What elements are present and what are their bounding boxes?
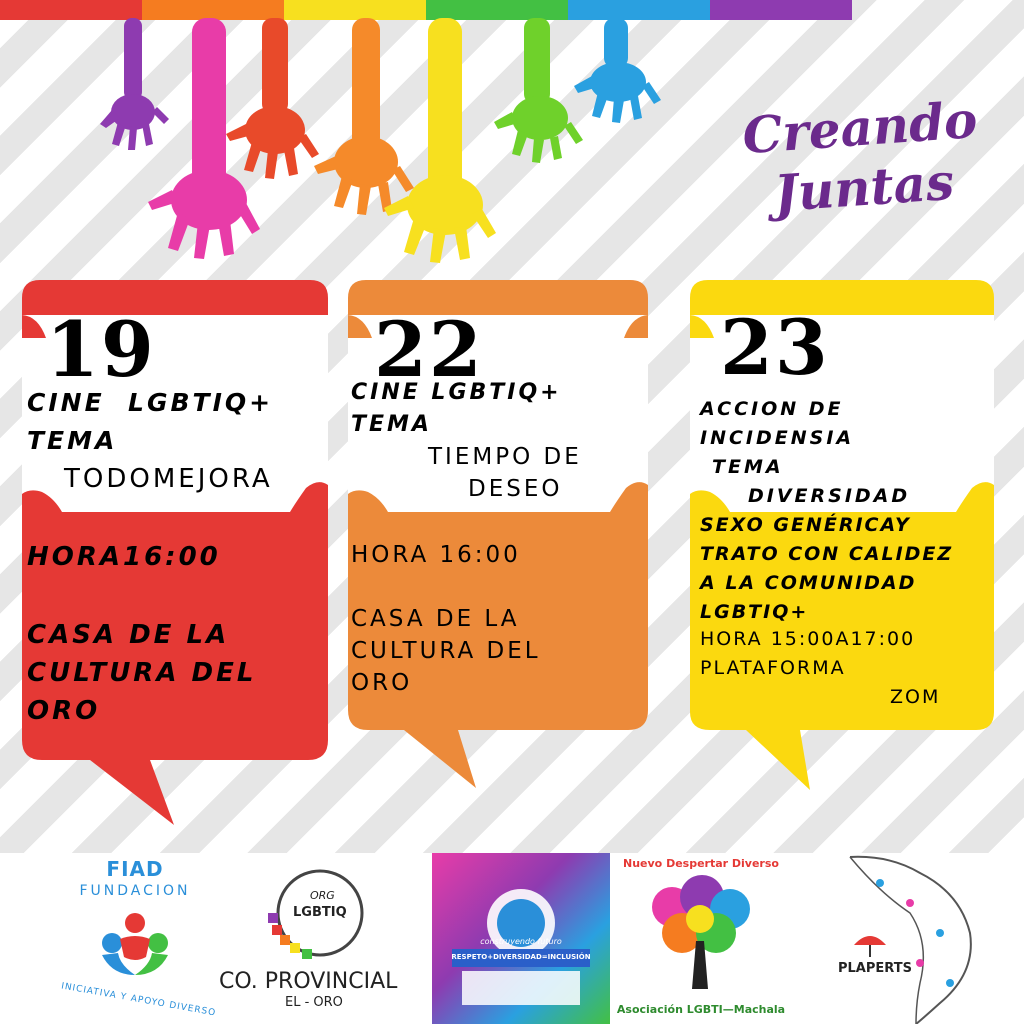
fiad-name: FIAD bbox=[106, 857, 164, 881]
day-number: 22 bbox=[374, 305, 484, 394]
event-place-line: CASA DE LA bbox=[351, 606, 520, 632]
event-header-line: DIVERSIDAD bbox=[748, 485, 911, 507]
plaperts-map-icon bbox=[820, 853, 1000, 1024]
event-place-line: ORO bbox=[351, 670, 413, 696]
hanging-hands-illustration bbox=[0, 0, 700, 270]
rainbow-stripe bbox=[710, 0, 852, 20]
event-card-23 bbox=[690, 280, 994, 792]
event-header-line: TEMA bbox=[712, 456, 784, 478]
hand-icon bbox=[314, 18, 414, 215]
event-place-line: CASA DE LA bbox=[27, 620, 230, 650]
event-theme-line: DESEO bbox=[468, 476, 563, 502]
event-body-line: SEXO GENÉRICAY bbox=[700, 514, 911, 536]
logo-nuevo-despertar bbox=[612, 853, 790, 1024]
event-card-22 bbox=[348, 280, 648, 790]
respeto-tag: construyendo futuro bbox=[480, 937, 562, 946]
nuevo-title: Nuevo Despertar Diverso bbox=[623, 857, 779, 870]
event-hour: HORA16:00 bbox=[27, 542, 221, 572]
hand-icon bbox=[148, 18, 260, 259]
nuevo-sub: Asociación LGBTI—Machala bbox=[616, 1003, 786, 1016]
event-place-line: CULTURA DEL bbox=[27, 658, 257, 688]
day-number: 19 bbox=[46, 305, 156, 394]
logo-fiad bbox=[40, 853, 230, 1024]
logo-org-lgbtiq bbox=[215, 853, 425, 1024]
event-header-line: CINE LGBTIQ+ bbox=[351, 380, 562, 405]
event-header-line: TEMA bbox=[27, 426, 118, 455]
hand-icon bbox=[100, 18, 169, 150]
event-platform: PLATAFORMA bbox=[700, 657, 846, 679]
logo-plaperts bbox=[820, 853, 1000, 1024]
brand-line: Juntas bbox=[772, 151, 956, 224]
fiad-people-icon bbox=[40, 909, 230, 989]
sponsor-logos-footer bbox=[0, 853, 1024, 1024]
event-header-line: CINE LGBTIQ+ bbox=[27, 388, 274, 417]
event-body-line: LGBTIQ+ bbox=[700, 601, 809, 623]
event-card-19 bbox=[22, 280, 332, 830]
org-name: LGBTIQ bbox=[293, 905, 347, 920]
event-hour: HORA 15:00A17:00 bbox=[700, 628, 916, 650]
brand-line: Creando bbox=[740, 89, 980, 166]
event-place-line: ORO bbox=[27, 696, 101, 726]
event-header-line: TEMA bbox=[351, 412, 432, 437]
org-label: ORG bbox=[310, 889, 335, 902]
org-sub: EL - ORO bbox=[285, 995, 343, 1010]
fiad-motto: INICIATIVA Y APOYO DIVERSO bbox=[60, 981, 217, 1019]
plaperts-name: PLAPERTS bbox=[838, 961, 912, 976]
hand-icon bbox=[494, 18, 583, 163]
event-header-line: ACCION DE bbox=[700, 398, 844, 420]
brand-title bbox=[708, 88, 1016, 229]
respeto-banner: RESPETO+DIVERSIDAD=INCLUSIÓN bbox=[451, 953, 591, 961]
event-place-line: CULTURA DEL bbox=[351, 638, 541, 664]
fiad-sub: FUNDACION bbox=[79, 883, 191, 899]
event-header-line: INCIDENSIA bbox=[700, 427, 855, 449]
org-title: CO. PROVINCIAL bbox=[219, 969, 398, 994]
logo-respeto-diversidad bbox=[432, 853, 610, 1024]
event-theme-line: TIEMPO DE bbox=[428, 444, 582, 470]
event-theme: TODOMEJORA bbox=[64, 464, 273, 494]
event-body-line: A LA COMUNIDAD bbox=[700, 572, 917, 594]
tree-icon bbox=[612, 871, 790, 991]
event-hour: HORA 16:00 bbox=[351, 542, 521, 568]
event-body-line: TRATO CON CALIDEZ bbox=[700, 543, 954, 565]
hand-icon bbox=[226, 18, 319, 179]
event-platform-name: ZOM bbox=[890, 686, 941, 708]
hand-icon bbox=[384, 18, 496, 263]
hand-icon bbox=[574, 18, 661, 123]
day-number: 23 bbox=[720, 303, 830, 392]
